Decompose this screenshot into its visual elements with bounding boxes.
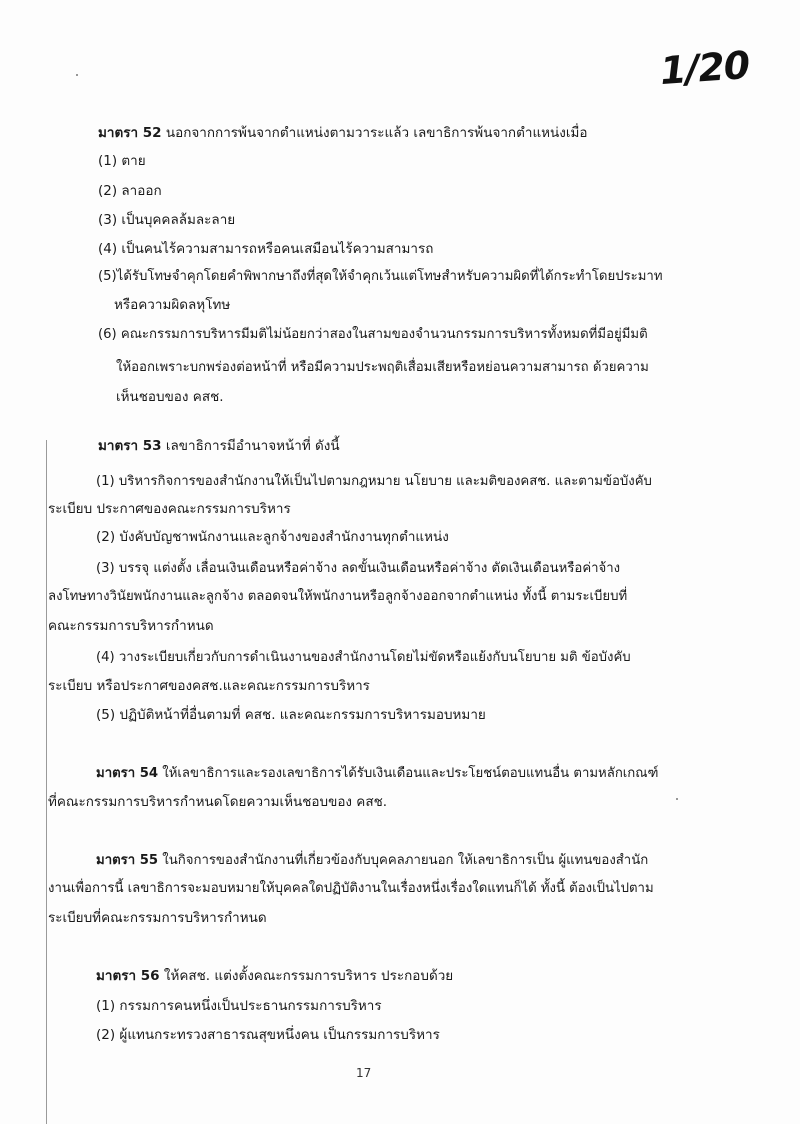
section-56-text: ให้คสช. แต่งตั้งคณะกรรมการบริหาร ประกอบด้วย (163, 968, 454, 984)
section-56-label: มาตรา 56 (96, 968, 160, 984)
section-54-text: ให้เลขาธิการและรองเลขาธิการได้รับเงินเดือนและประโยชน์ตอบแทนอื่น ตามหลักเกณฑ์ (162, 766, 659, 781)
scan-speck (76, 74, 78, 76)
section-53-item-5: (5) ปฏิบัติหน้าที่อื่นตามที่ คสช. และคณะกรรมการบริหารมอบหมาย (96, 707, 486, 723)
scan-edge-line (46, 440, 47, 1124)
section-54-cont: ที่คณะกรรมการบริหารกำหนดโดยความเห็นชอบของ คสช. (48, 794, 388, 810)
section-56-item-2: (2) ผู้แทนกระทรวงสาธารณสุขหนึ่งคน เป็นกรรมการบริหาร (96, 1027, 440, 1043)
handwritten-page-mark: 1/20 (658, 42, 751, 94)
section-52-label: มาตรา 52 (98, 125, 162, 141)
section-53-item-1-cont: ระเบียบ ประกาศของคณะกรรมการบริหาร (48, 501, 291, 517)
section-53-item-3-cont-1: ลงโทษทางวินัยพนักงานและลูกจ้าง ตลอดจนให้พนักงานหรือลูกจ้างออกจากตำแหน่ง ทั้งนี้ ตามระเบียบที่ (48, 589, 628, 604)
section-53-item-1: (1) บริหารกิจการของสำนักงานให้เป็นไปตามกฎหมาย นโยบาย และมติของคสช. และตามข้อบังคับ (96, 474, 652, 489)
scan-speck (676, 798, 678, 800)
section-55-cont-1: งานเพื่อการนี้ เลขาธิการจะมอบหมายให้บุคคลใดปฏิบัติงานในเรื่องหนึ่งเรื่องใดแทนก็ได้ ทั้งนี้ ต้องเป็นไปตาม (48, 881, 654, 896)
section-52-heading (98, 124, 588, 142)
section-54-heading (96, 765, 658, 783)
section-52-item-6-cont-1: ให้ออกเพราะบกพร่องต่อหน้าที่ หรือมีความประพฤติเสื่อมเสียหรือหย่อนความสามารถ ด้วยความ (116, 360, 649, 375)
section-53-item-4-cont: ระเบียบ หรือประกาศของคสช.และคณะกรรมการบริหาร (48, 678, 370, 694)
section-53-item-4: (4) วางระเบียบเกี่ยวกับการดำเนินงานของสำนักงานโดยไม่ขัดหรือแย้งกับนโยบาย มติ ข้อบังคับ (96, 650, 631, 665)
section-56-heading (96, 967, 453, 985)
section-52-item-5-cont: หรือความผิดลหุโทษ (114, 297, 231, 313)
section-52-item-4: (4) เป็นคนไร้ความสามารถหรือคนเสมือนไร้ความสามารถ (98, 241, 434, 257)
section-55-label: มาตรา 55 (96, 853, 159, 868)
section-52-item-1: (1) ตาย (98, 153, 146, 169)
page-number: 17 (356, 1066, 372, 1080)
section-55-cont-2: ระเบียบที่คณะกรรมการบริหารกำหนด (48, 910, 267, 926)
section-52-item-6-cont-2: เห็นชอบของ คสช. (116, 389, 224, 405)
section-53-item-3-cont-2: คณะกรรมการบริหารกำหนด (48, 618, 214, 634)
section-53-text: เลขาธิการมีอำนาจหน้าที่ ดังนี้ (165, 438, 340, 454)
section-55-heading (96, 852, 648, 870)
section-53-label: มาตรา 53 (98, 438, 162, 454)
section-52-item-3: (3) เป็นบุคคลล้มละลาย (98, 212, 236, 228)
section-52-item-2: (2) ลาออก (98, 183, 162, 199)
section-55-text: ในกิจการของสำนักงานที่เกี่ยวข้องกับบุคคลภายนอก ให้เลขาธิการเป็น ผู้แทนของสำนัก (162, 853, 649, 868)
section-52-item-5: (5)ได้รับโทษจำคุกโดยคำพิพากษาถึงที่สุดให้จำคุกเว้นแต่โทษสำหรับความผิดที่ได้กระทำโดยประมาท (98, 269, 663, 284)
section-56-item-1: (1) กรรมการคนหนึ่งเป็นประธานกรรมการบริหาร (96, 998, 382, 1014)
section-52-text: นอกจากการพ้นจากตำแหน่งตามวาระแล้ว เลขาธิการพ้นจากตำแหน่งเมื่อ (165, 125, 588, 141)
section-53-heading (98, 437, 340, 455)
section-52-item-6: (6) คณะกรรมการบริหารมีมติไม่น้อยกว่าสองในสามของจำนวนกรรมการบริหารทั้งหมดที่มีอยู่มีมติ (98, 327, 648, 342)
section-53-item-3: (3) บรรจุ แต่งตั้ง เลื่อนเงินเดือนหรือค่าจ้าง ลดขั้นเงินเดือนหรือค่าจ้าง ตัดเงินเดือนหรือค่าจ้าง (96, 561, 621, 576)
section-53-item-2: (2) บังคับบัญชาพนักงานและลูกจ้างของสำนักงานทุกตำแหน่ง (96, 529, 449, 545)
section-54-label: มาตรา 54 (96, 766, 159, 781)
